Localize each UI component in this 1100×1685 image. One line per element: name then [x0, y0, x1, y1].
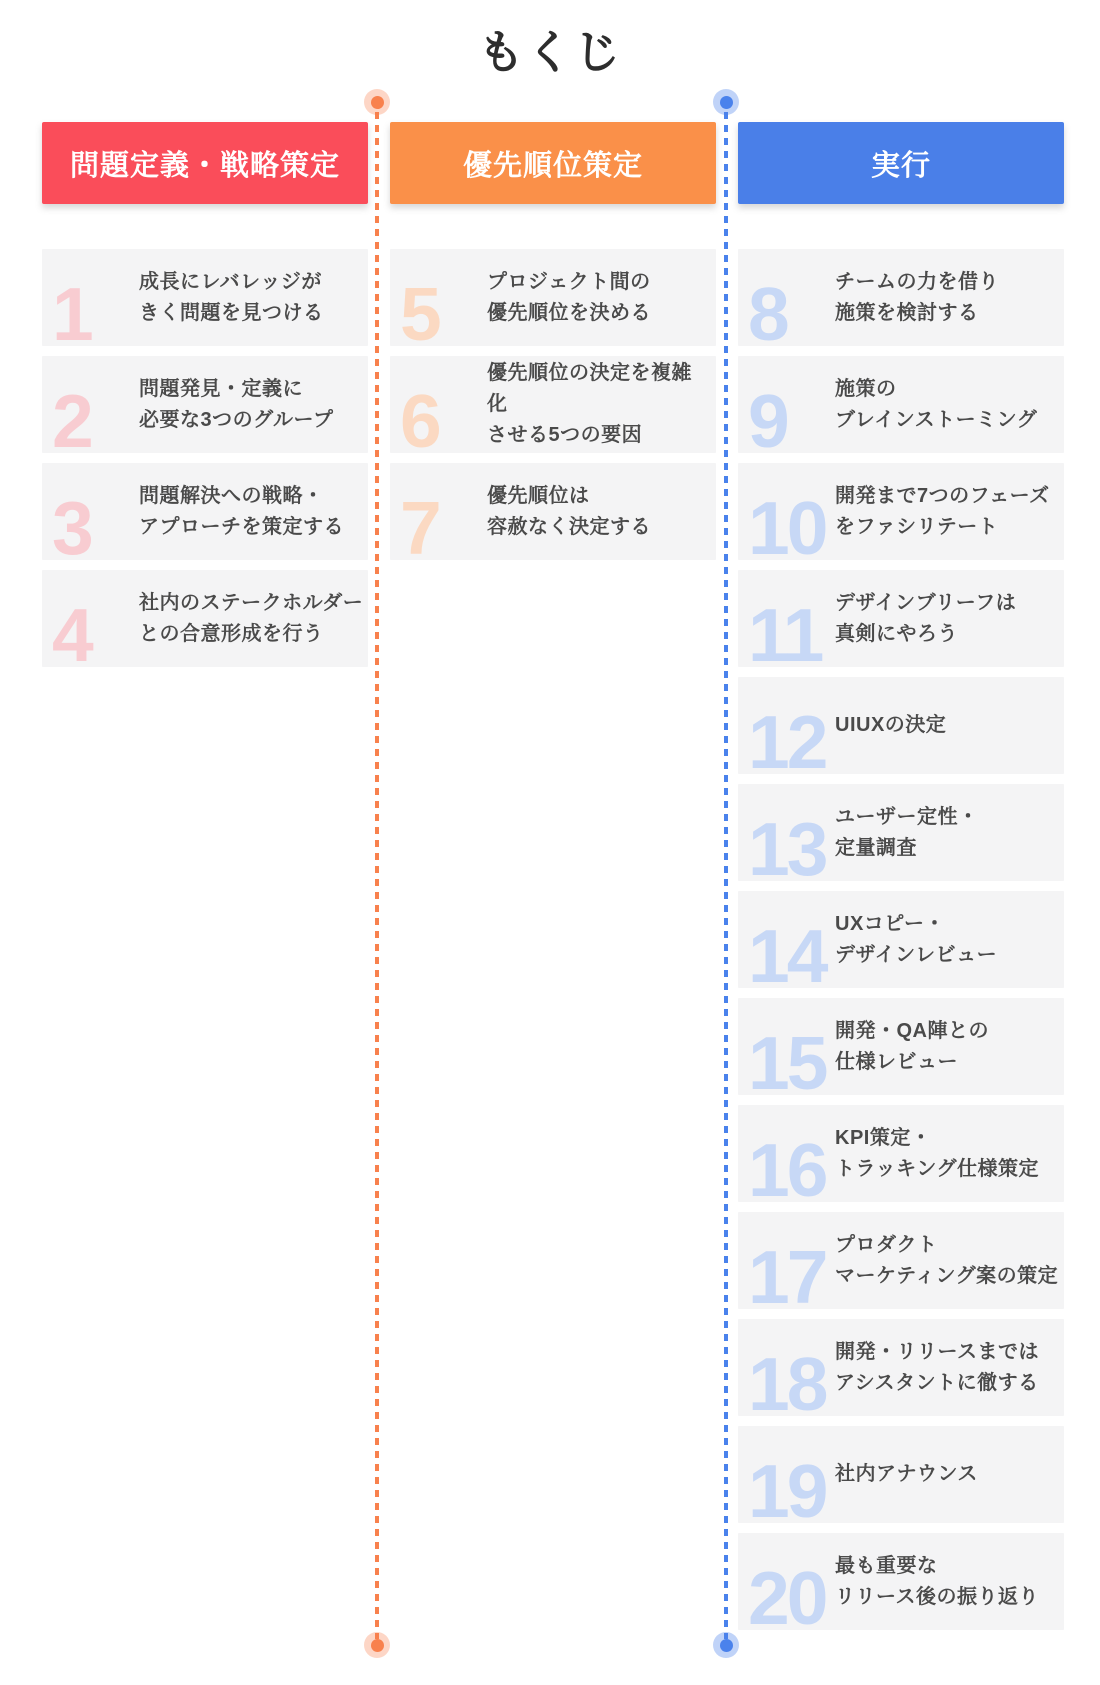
item-number: 7 — [400, 486, 439, 570]
item-line: 開発・QA陣との — [835, 1019, 989, 1042]
item-number: 6 — [400, 379, 439, 463]
toc-item-4 — [42, 570, 368, 677]
column-header-execution: 実行 — [738, 122, 1064, 204]
item-number: 18 — [748, 1342, 826, 1426]
column-header-prioritization: 優先順位策定 — [390, 122, 716, 204]
item-text — [139, 356, 364, 453]
item-text — [835, 677, 1060, 774]
column-execution — [738, 122, 1064, 1640]
item-line: 優先順位は — [487, 484, 590, 507]
item-line: ブレインストーミング — [835, 408, 1038, 431]
toc-item-8 — [738, 249, 1064, 356]
item-number: 17 — [748, 1235, 826, 1319]
item-line: 施策の — [835, 377, 897, 400]
item-text — [835, 463, 1060, 560]
item-number: 14 — [748, 914, 826, 998]
toc-item-7 — [390, 463, 716, 570]
item-line: をファシリテート — [835, 515, 999, 538]
toc-item-12 — [738, 677, 1064, 784]
item-text — [139, 249, 364, 346]
item-text — [487, 249, 712, 346]
toc-item-17 — [738, 1212, 1064, 1319]
item-line: アシスタントに徹する — [835, 1371, 1039, 1394]
item-text — [835, 570, 1060, 667]
toc-item-19 — [738, 1426, 1064, 1533]
toc-item-5 — [390, 249, 716, 356]
toc-item-16 — [738, 1105, 1064, 1212]
item-text — [835, 356, 1060, 453]
column-header-problem-definition: 問題定義・戦略策定 — [42, 122, 368, 204]
item-text — [835, 1105, 1060, 1202]
item-line: との合意形成を行う — [139, 622, 324, 645]
timeline-line-blue — [724, 112, 728, 1639]
item-line: デザインレビュー — [835, 943, 998, 966]
timeline-end-dot-orange — [364, 1632, 390, 1658]
item-number: 20 — [748, 1556, 826, 1640]
item-line: 優先順位を決める — [487, 301, 651, 324]
item-number: 10 — [748, 486, 826, 570]
item-number: 1 — [52, 272, 91, 356]
item-text — [835, 1533, 1060, 1630]
item-line: 施策を検討する — [835, 301, 979, 324]
item-line: アプローチを策定する — [139, 515, 344, 538]
item-text — [835, 998, 1060, 1095]
page-title: もくじ — [478, 26, 622, 78]
item-number: 5 — [400, 272, 439, 356]
item-line: UXコピー・ — [835, 912, 945, 935]
item-line: チームの力を借り — [835, 270, 999, 293]
item-number: 9 — [748, 379, 787, 463]
toc-item-20 — [738, 1533, 1064, 1640]
item-line: きく問題を見つける — [139, 301, 324, 324]
item-line: 定量調査 — [835, 836, 917, 859]
item-number: 11 — [748, 593, 822, 677]
item-text — [835, 1426, 1060, 1523]
item-text — [139, 570, 364, 667]
item-line: 社内のステークホルダー — [139, 591, 364, 614]
timeline-start-dot-orange — [364, 89, 390, 115]
item-text — [835, 1319, 1060, 1416]
toc-item-15 — [738, 998, 1064, 1105]
toc-item-3 — [42, 463, 368, 570]
dot-core — [720, 96, 733, 109]
toc-item-10 — [738, 463, 1064, 570]
toc-item-2 — [42, 356, 368, 463]
toc-item-6 — [390, 356, 716, 463]
item-line: 問題発見・定義に — [139, 377, 303, 400]
item-line: プロジェクト間の — [487, 270, 651, 293]
item-line: 開発まで7つのフェーズ — [835, 484, 1050, 507]
item-number: 2 — [52, 379, 91, 463]
item-line: 必要な3つのグループ — [139, 408, 334, 431]
item-text — [487, 356, 712, 453]
toc-item-14 — [738, 891, 1064, 998]
item-line: 容赦なく決定する — [487, 515, 651, 538]
timeline-line-orange — [375, 112, 379, 1639]
dot-core — [371, 96, 384, 109]
column-rows — [42, 249, 368, 677]
item-line: UIUXの決定 — [835, 714, 947, 736]
toc-item-1 — [42, 249, 368, 356]
column-prioritization — [390, 122, 716, 570]
item-text — [835, 891, 1060, 988]
item-line: トラッキング仕様策定 — [835, 1157, 1039, 1180]
item-text — [835, 1212, 1060, 1309]
item-text — [487, 463, 712, 560]
item-line: プロダクト — [835, 1233, 938, 1256]
item-line: ユーザー定性・ — [835, 805, 979, 828]
dot-core — [371, 1639, 384, 1652]
item-line: KPI策定・ — [835, 1126, 932, 1149]
item-number: 15 — [748, 1021, 826, 1105]
item-line: 開発・リリースまでは — [835, 1340, 1039, 1363]
item-line: 優先順位の決定を複雑化 — [487, 362, 692, 415]
item-number: 12 — [748, 700, 826, 784]
item-text — [835, 784, 1060, 881]
item-number: 4 — [52, 593, 91, 677]
timeline-start-dot-blue — [713, 89, 739, 115]
item-number: 3 — [52, 486, 91, 570]
item-line: 真剣にやろう — [835, 622, 958, 645]
item-number: 8 — [748, 272, 787, 356]
toc-item-18 — [738, 1319, 1064, 1426]
item-line: させる5つの要因 — [487, 424, 643, 446]
toc-item-13 — [738, 784, 1064, 891]
item-text — [835, 249, 1060, 346]
item-line: 仕様レビュー — [835, 1050, 958, 1073]
item-line: 社内アナウンス — [835, 1463, 978, 1485]
item-line: 問題解決への戦略・ — [139, 484, 324, 507]
item-line: マーケティング案の策定 — [835, 1264, 1059, 1287]
item-number: 16 — [748, 1128, 826, 1212]
column-rows — [390, 249, 716, 570]
toc-item-9 — [738, 356, 1064, 463]
item-number: 13 — [748, 807, 826, 891]
item-line: リリース後の振り返り — [835, 1585, 1039, 1608]
item-line: 最も重要な — [835, 1554, 938, 1577]
dot-core — [720, 1639, 733, 1652]
item-number: 19 — [748, 1449, 826, 1533]
item-line: デザインブリーフは — [835, 591, 1017, 614]
toc-item-11 — [738, 570, 1064, 677]
column-rows — [738, 249, 1064, 1640]
item-line: 成長にレバレッジが — [139, 270, 322, 293]
timeline-end-dot-blue — [713, 1632, 739, 1658]
item-text — [139, 463, 364, 560]
column-problem-definition — [42, 122, 368, 677]
